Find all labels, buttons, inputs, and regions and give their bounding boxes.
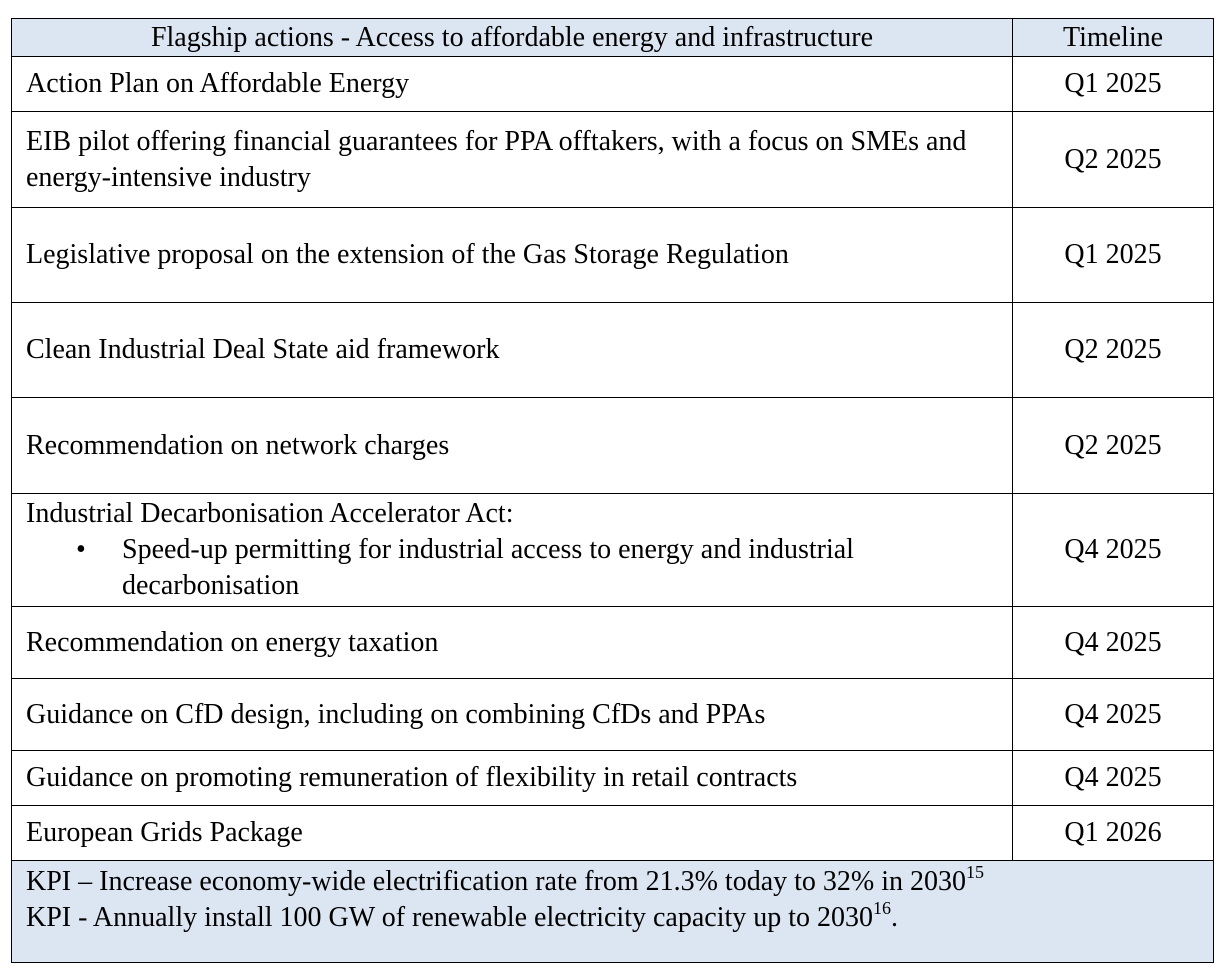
timeline-cell: Q2 2025	[1013, 112, 1214, 208]
table-row	[12, 398, 1214, 494]
timeline-cell: Q4 2025	[1013, 607, 1214, 679]
table-row	[12, 751, 1214, 806]
action-cell: Clean Industrial Deal State aid framework	[12, 303, 1013, 398]
table-row	[12, 208, 1214, 303]
kpi-line	[26, 861, 1199, 900]
flagship-actions-table	[11, 18, 1214, 963]
sub-action-list	[26, 532, 998, 604]
timeline-cell: Q2 2025	[1013, 398, 1214, 494]
action-cell: Legislative proposal on the extension of the Gas Storage Regulation	[12, 208, 1013, 303]
sub-action-text: Speed-up permitting for industrial access to energy and industrial decarbonisation	[122, 534, 854, 601]
kpi-line	[26, 897, 1199, 936]
action-cell: Guidance on promoting remuneration of flexibility in retail contracts	[12, 751, 1013, 806]
action-heading: Industrial Decarbonisation Accelerator Act:	[26, 498, 514, 529]
action-cell: Recommendation on energy taxation	[12, 607, 1013, 679]
table-header-row	[12, 19, 1214, 57]
kpi-suffix: .	[891, 902, 899, 933]
bullet-icon: •	[76, 534, 86, 565]
kpi-cell	[12, 861, 1214, 963]
action-cell	[12, 494, 1013, 607]
kpi-text: KPI – Increase economy-wide electrification rate from 21.3% today to 32% in 2030	[26, 866, 967, 897]
timeline-cell: Q2 2025	[1013, 303, 1214, 398]
timeline-cell: Q1 2025	[1013, 208, 1214, 303]
table-row	[12, 112, 1214, 208]
table-row	[12, 303, 1214, 398]
action-cell: EIB pilot offering financial guarantees for PPA offtakers, with a focus on SMEs and energy-intensive industry	[12, 112, 1013, 208]
table-row	[12, 607, 1214, 679]
table-row	[12, 679, 1214, 751]
kpi-row	[12, 861, 1214, 963]
timeline-cell: Q1 2026	[1013, 806, 1214, 861]
action-cell: European Grids Package	[12, 806, 1013, 861]
footnote-ref: 16	[873, 897, 892, 918]
timeline-cell: Q4 2025	[1013, 751, 1214, 806]
table-row	[12, 494, 1214, 607]
timeline-column-header: Timeline	[1013, 19, 1214, 57]
timeline-cell: Q4 2025	[1013, 494, 1214, 607]
timeline-cell: Q1 2025	[1013, 57, 1214, 112]
kpi-text: KPI - Annually install 100 GW of renewable electricity capacity up to 2030	[26, 902, 874, 933]
action-cell: Guidance on CfD design, including on combining CfDs and PPAs	[12, 679, 1013, 751]
action-column-header: Flagship actions - Access to affordable energy and infrastructure	[12, 19, 1013, 57]
footnote-ref: 15	[966, 861, 985, 882]
table-row	[12, 57, 1214, 112]
action-cell: Action Plan on Affordable Energy	[12, 57, 1013, 112]
list-item	[26, 532, 998, 604]
timeline-cell: Q4 2025	[1013, 679, 1214, 751]
action-cell: Recommendation on network charges	[12, 398, 1013, 494]
table-row	[12, 806, 1214, 861]
